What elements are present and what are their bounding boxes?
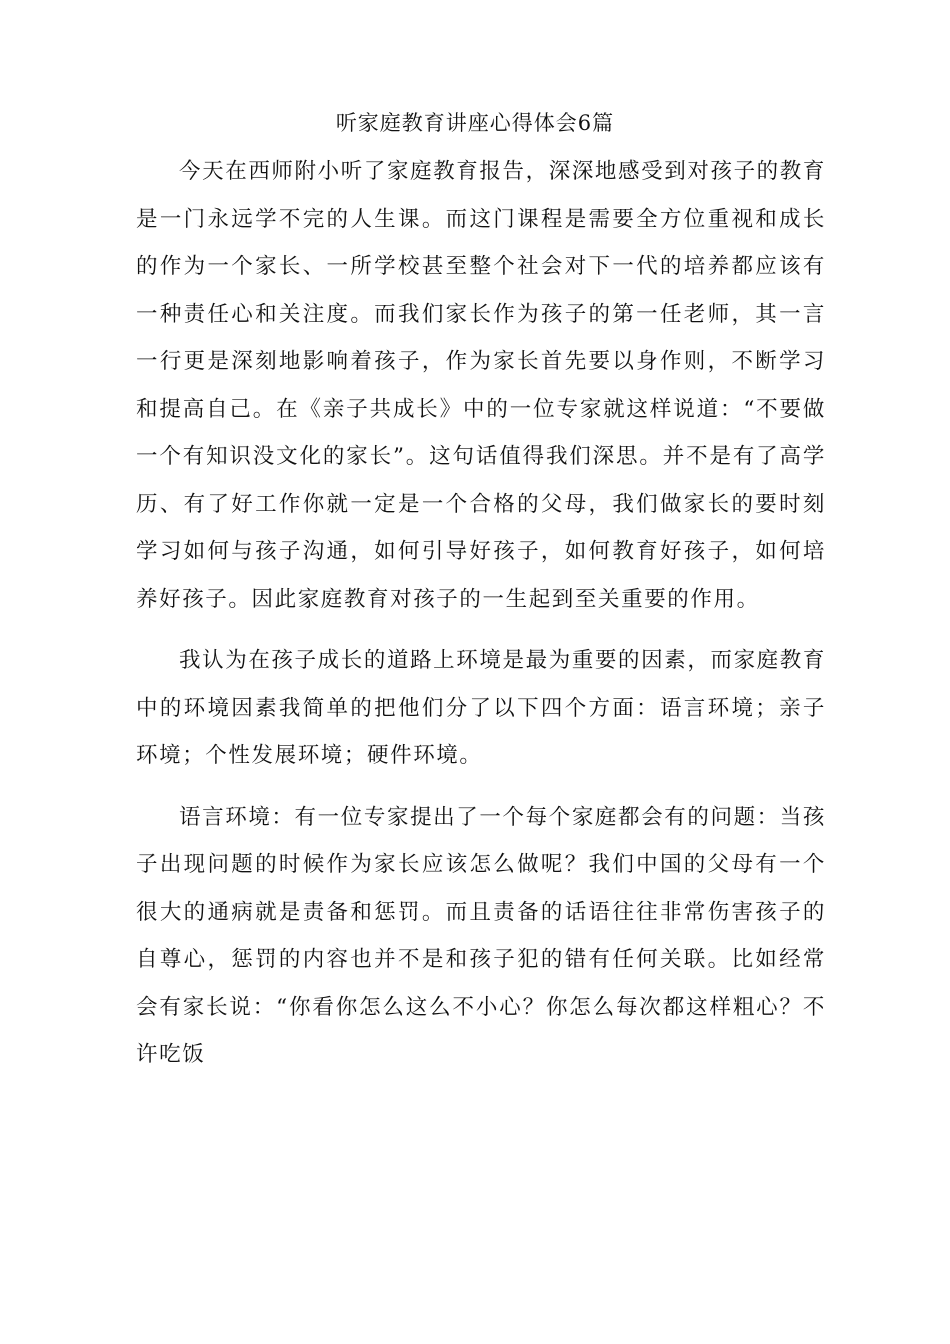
document-title: 听家庭教育讲座心得体会6篇 [335, 111, 615, 135]
paragraph-3: 语言环境：有一位专家提出了一个每个家庭都会有的问题：当孩子出现问题的时候作为家长应该怎么做呢？我们中国的父母有一个很大的通病就是责备和惩罚。而且责备的话语往往非常伤害孩子的自尊心，惩罚的内容也并不是和孩子犯的错有任何关联。比如经常会有家长说：“你看你怎么这么不小心？你怎么每次都这样粗心？不许吃饭 [136, 804, 826, 1067]
paragraph-2: 我认为在孩子成长的道路上环境是最为重要的因素，而家庭教育中的环境因素我简单的把他们分了以下四个方面：语言环境；亲子环境；个性发展环境；硬件环境。 [136, 648, 826, 768]
paragraph-1: 今天在西师附小听了家庭教育报告，深深地感受到对孩子的教育是一门永远学不完的人生课。而这门课程是需要全方位重视和成长的作为一个家长、一所学校甚至整个社会对下一代的培养都应该有一种责任心和关注度。而我们家长作为孩子的第一任老师，其一言一行更是深刻地影响着孩子，作为家长首先要以身作则，不断学习和提高自己。在《亲子共成长》中的一位专家就这样说道：“不要做一个有知识没文化的家长”。这句话值得我们深思。并不是有了高学历、有了好工作你就一定是一个合格的父母，我们做家长的要时刻学习如何与孩子沟通，如何引导好孩子，如何教育好孩子，如何培养好孩子。因此家庭教育对孩子的一生起到至关重要的作用。 [136, 159, 826, 612]
document-body [136, 148, 826, 1093]
